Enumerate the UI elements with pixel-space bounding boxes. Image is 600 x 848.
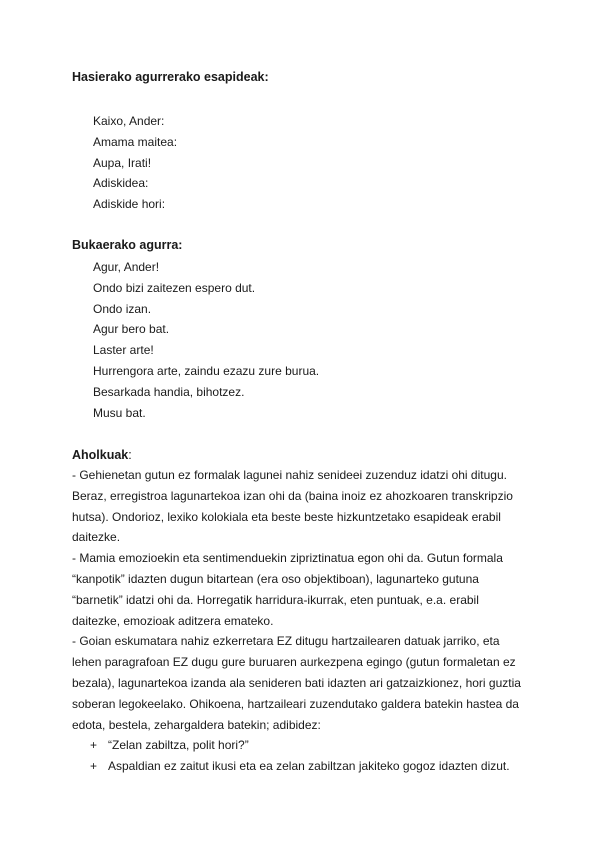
closing-item: Musu bat.	[93, 405, 146, 420]
closings-heading: Bukaerako agurra:	[72, 238, 183, 252]
text-line: - Goian eskumatara nahiz ezkerretara EZ ditugu hartzailearen datuak jarriko, eta	[72, 634, 500, 649]
greetings-list	[93, 111, 177, 215]
greeting-item: Kaixo, Ander:	[93, 114, 165, 128]
greetings-heading: Hasierako agurrerako esapideak:	[72, 70, 269, 84]
text-line: - Mamia emozioekin eta sentimenduekin zipriztinatua egon ohi da. Gutun formala	[72, 551, 503, 566]
text-line: daitezke, emozioak aditzera emateko.	[72, 613, 274, 628]
closing-item: Ondo izan.	[93, 301, 152, 316]
tips-section	[72, 445, 532, 777]
example-text: Aspaldian ez zaitut ikusi eta ea zelan zabiltzan jakiteko gogoz idazten dizut.	[108, 759, 510, 774]
greeting-item: Aupa, Irati!	[93, 155, 152, 170]
example-list	[72, 735, 532, 777]
example-item	[72, 735, 532, 756]
tips-paragraph-1	[72, 465, 532, 548]
text-line: lehen paragrafoan EZ dugu gure buruaren aurkezpena egingo (gutun formaletan ez	[72, 655, 516, 670]
text-line: “kanpotik” idazten dugun bitartean (era oso objektiboan), lagunarteko gutuna	[72, 571, 479, 586]
example-item	[72, 756, 532, 777]
closing-item: Ondo bizi zaitezen espero dut.	[93, 280, 256, 295]
example-text: “Zelan zabiltza, polit hori?”	[108, 738, 249, 753]
text-line: edota, bestela, zehargaldera batekin; adibidez:	[72, 717, 321, 732]
greeting-item: Adiskidea:	[93, 176, 149, 191]
text-line: bezala), lagunartekoa izanda ala senideren bati idazten ari gatzaizkionez, hori guztia	[72, 675, 521, 690]
closings-list	[93, 257, 319, 423]
plus-bullet-icon: +	[90, 759, 98, 774]
greeting-item: Adiskide hori:	[93, 197, 166, 212]
closing-item: Agur, Ander!	[93, 260, 160, 274]
text-line: “barnetik” idatzi ohi da. Horregatik harridura-ikurrak, eten puntuak, e.a. erabil	[72, 592, 479, 607]
closing-item: Besarkada handia, bihotzez.	[93, 384, 245, 399]
closing-item: Hurrengora arte, zaindu ezazu zure burua.	[93, 363, 320, 378]
text-line: hutsa). Ondorioz, lexiko kolokiala eta beste beste hizkuntzetako esapideak erabil	[72, 509, 501, 524]
closing-item: Agur bero bat.	[93, 322, 170, 337]
tips-paragraph-3	[72, 631, 532, 735]
tips-heading: Aholkuak:	[72, 448, 132, 462]
text-line: - Gehienetan gutun ez formalak lagunei nahiz senideei zuzenduz idatzi ohi ditugu.	[72, 468, 507, 482]
tips-paragraph-2	[72, 548, 532, 631]
text-line: soberan legokeelako. Ohikoena, hartzaileari zuzendutako galdera batekin hastea da	[72, 696, 519, 711]
text-line: daitezke.	[72, 530, 121, 545]
plus-bullet-icon: +	[90, 738, 98, 753]
text-line: Beraz, erregistroa lagunartekoa izan ohi da (baina inoiz ez ahozkoaren transkripzio	[72, 488, 513, 503]
greeting-item: Amama maitea:	[93, 134, 178, 149]
closing-item: Laster arte!	[93, 343, 154, 358]
